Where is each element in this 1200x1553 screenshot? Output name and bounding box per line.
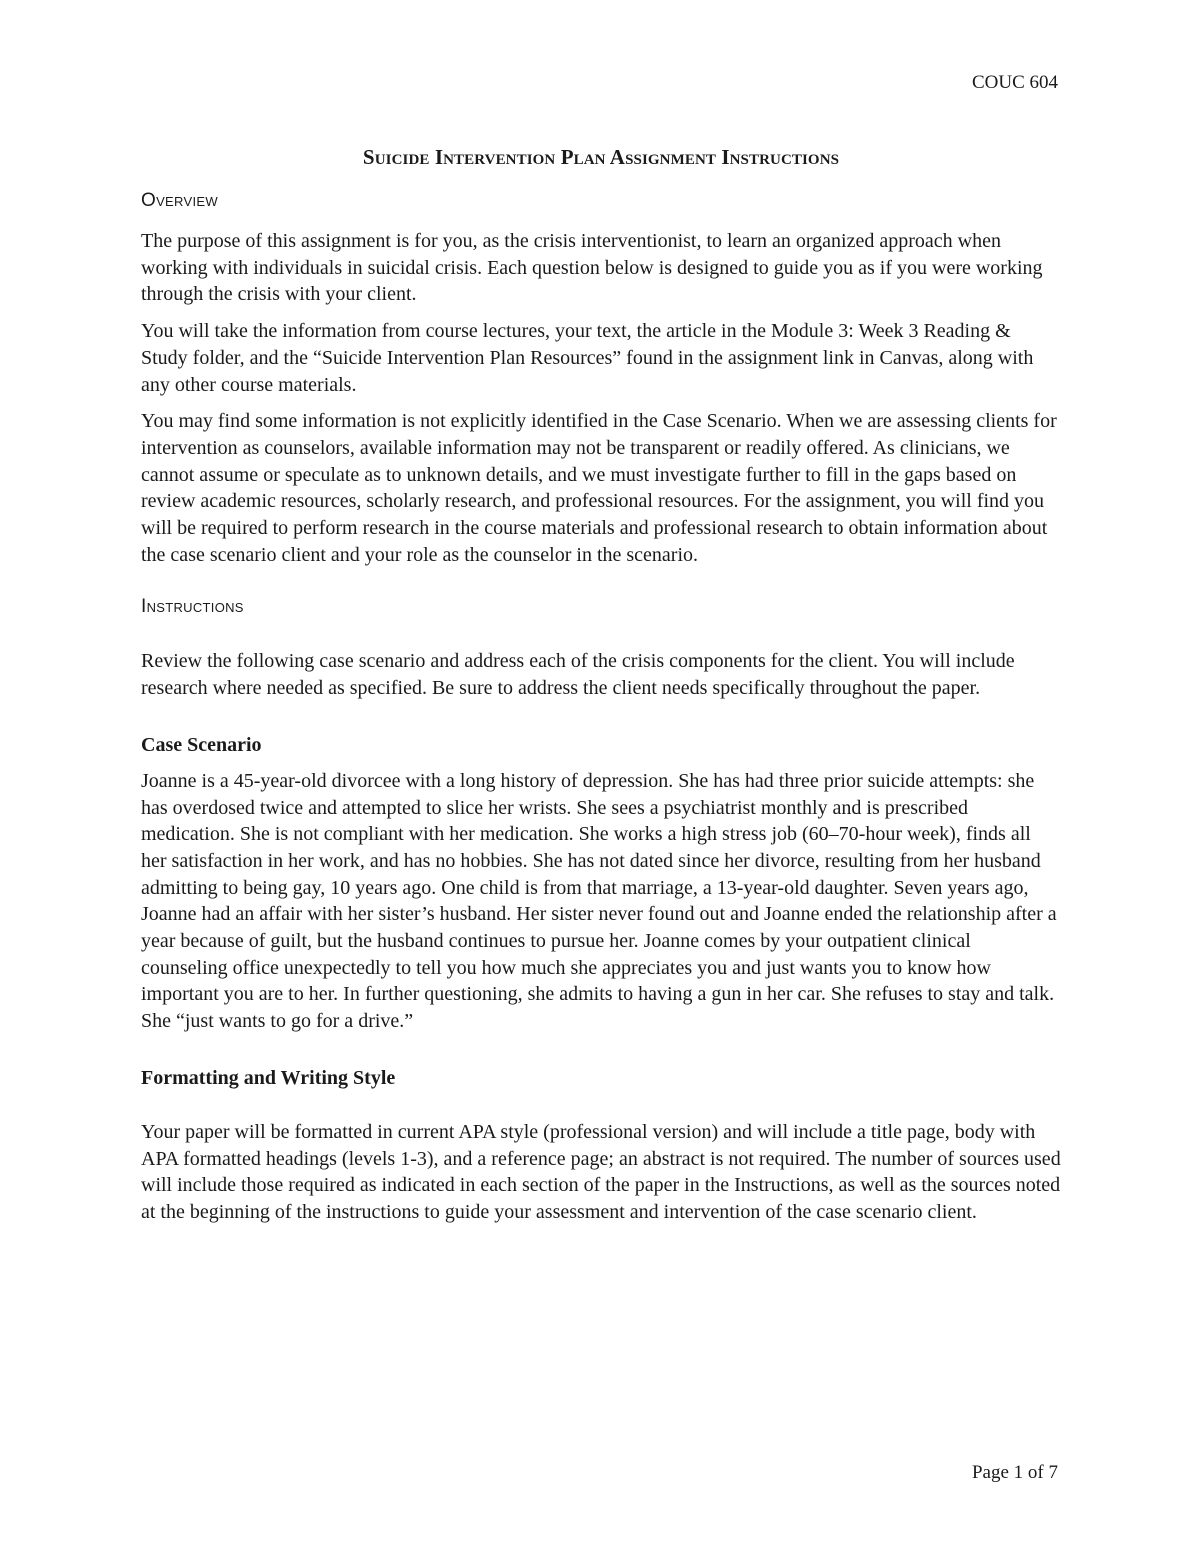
formatting-paragraph: Your paper will be formatted in current APA style (professional version) and will include a title page, body with APA formatted headings (levels 1-3), and a reference page; an abstract is not required. The number of sources used will include those required as indicated in each section of the paper in the Instructions, as well as the sources noted at the beginning of the instructions to guide your assessment and intervention of the case scenario client.	[141, 1120, 1061, 1223]
overview-paragraph-3: You may find some information is not explicitly identified in the Case Scenario. When we are assessing clients for intervention as counselors, available information may not be transparent or readily offered. As clinicians, we cannot assume or speculate as to unknown details, and we must investigate further to fill in the gaps based on review academic resources, scholarly research, and professional resources. For the assignment, you will find you will be required to perform research in the course materials and professional research to obtain information about the case scenario client and your role as the counselor in the scenario.	[141, 410, 1057, 566]
case-scenario-paragraph: Joanne is a 45-year-old divorcee with a long history of depression. She has had three prior suicide attempts: she has overdosed twice and attempted to slice her wrists. She sees a psychiatrist monthly and is prescribed medication. She is not compliant with her medication. She works a high stress job (60–70-hour week), finds all her satisfaction in her work, and has no hobbies. She has not dated since her divorce, resulting from her husband admitting to being gay, 10 years ago. One child is from that marriage, a 13-year-old daughter. Seven years ago, Joanne had an affair with her sister’s husband. Her sister never found out and Joanne ended the relationship after a year because of guilt, but the husband continues to pursue her. Joanne comes by your outpatient clinical counseling office unexpectedly to tell you how much she appreciates you and just wants you to know how important you are to her. In further questioning, she admits to having a gun in her car. She refuses to stay and talk. She “just wants to go for a drive.”	[141, 769, 1057, 1033]
course-code-header: COUC 604	[971, 72, 1058, 93]
formatting-heading: Formatting and Writing Style	[141, 1066, 396, 1089]
document-title-text: Suicide Intervention Plan Assignment Instructions	[362, 145, 840, 169]
case-scenario-heading: Case Scenario	[141, 733, 262, 756]
instructions-heading: Instructions	[141, 596, 244, 618]
overview-paragraph-2: You will take the information from course lectures, your text, the article in the Module 3: Week 3 Reading & Study folder, and the “Suicide Intervention Plan Resources” found in the assignment link in Canvas, along with any other course materials.	[141, 320, 1034, 396]
instructions-paragraph: Review the following case scenario and address each of the crisis components for the client. You will include research where needed as specified. Be sure to address the client needs specifically throughout the paper.	[141, 650, 1015, 700]
overview-heading: Overview	[141, 190, 218, 211]
page-number: Page 1 of 7	[971, 1462, 1058, 1483]
document-title	[141, 142, 1061, 172]
document-body	[141, 142, 1061, 1226]
overview-paragraph-1: The purpose of this assignment is for you, as the crisis interventionist, to learn an organized approach when working with individuals in suicidal crisis. Each question below is designed to guide you as if you were working through the crisis with your client.	[141, 230, 1043, 306]
